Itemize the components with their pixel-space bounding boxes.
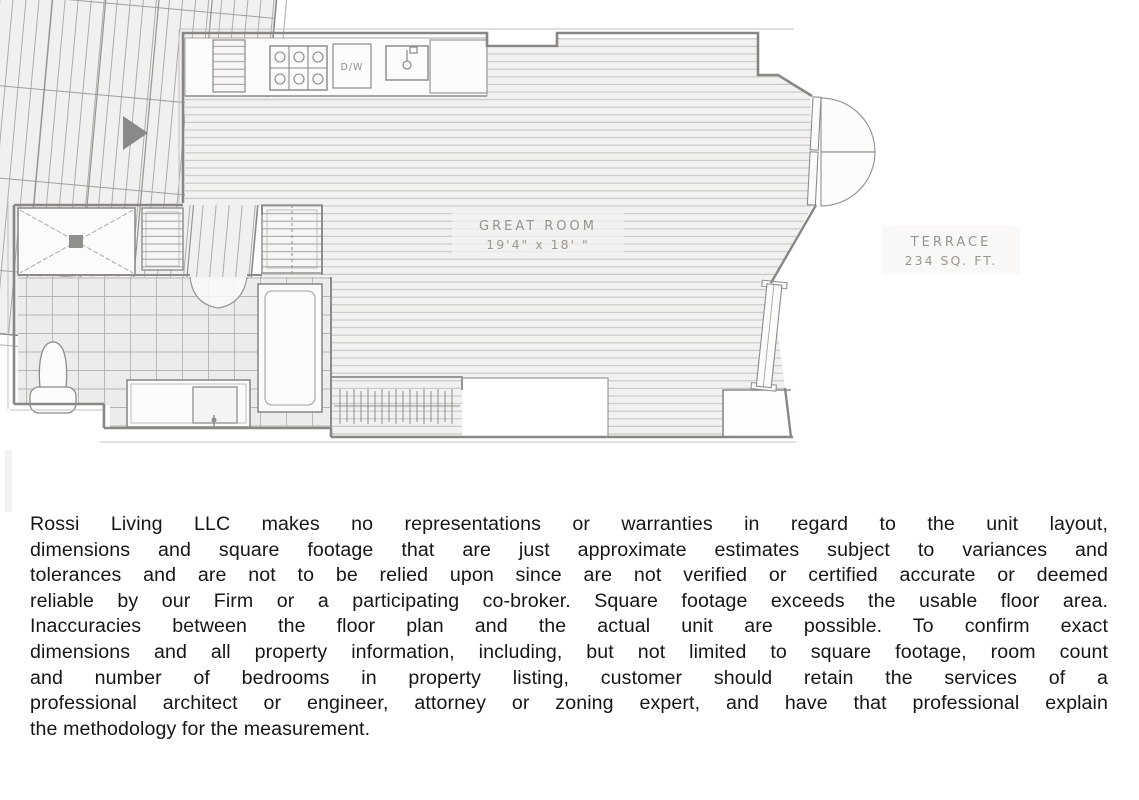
bathtub-icon xyxy=(258,284,322,412)
dishwasher-box xyxy=(333,44,371,88)
shower-icon xyxy=(18,208,135,275)
kitchen-cabinet-hatch xyxy=(213,40,245,92)
great-room-dimensions: 19'4" x 18' " xyxy=(486,237,590,252)
disclaimer-line: tolerances and are not to be relied upon since are not verified or certified accurate or deemed xyxy=(30,564,1108,587)
disclaimer-line: Rossi Living LLC makes no representations or warranties in regard to the unit layout, xyxy=(30,513,1108,535)
disclaimer-text xyxy=(30,512,1108,742)
refrigerator-box xyxy=(430,40,487,93)
kitchen-sink-icon xyxy=(386,46,428,80)
disclaimer-line: dimensions and square footage that are just approximate estimates subject to variances and xyxy=(30,538,1108,561)
disclaimer-line: the methodology for the measurement. xyxy=(30,717,371,740)
vanity-sink-icon xyxy=(127,380,250,427)
closet xyxy=(262,205,322,273)
terrace-area-label: 234 SQ. FT. xyxy=(904,253,998,268)
disclaimer-line: professional architect or engineer, attorney or zoning expert, and have that professional explain xyxy=(30,692,1108,715)
dishwasher-label: D/W xyxy=(340,62,364,73)
linen-closet xyxy=(142,208,183,270)
terrace-doors-icon xyxy=(807,97,875,206)
scan-artifact xyxy=(5,450,12,512)
great-room-label: GREAT ROOM xyxy=(479,219,597,234)
great-room-label-group xyxy=(452,212,624,256)
disclaimer-line: Inaccuracies between the floor plan and the actual unit are possible. To confirm exact xyxy=(30,615,1108,638)
bottom-right-alcove xyxy=(723,390,791,437)
disclaimer-line: and number of bedrooms in property listing, customer should retain the services of a xyxy=(30,666,1108,689)
terrace-label-group xyxy=(882,226,1020,274)
terrace-label: TERRACE xyxy=(910,235,992,250)
disclaimer-line: reliable by our Firm or a participating co-broker. Square footage exceeds the usable floor area. xyxy=(30,589,1108,612)
disclaimer-line: dimensions and all property information, including, but not limited to square footage, room count xyxy=(30,640,1108,663)
